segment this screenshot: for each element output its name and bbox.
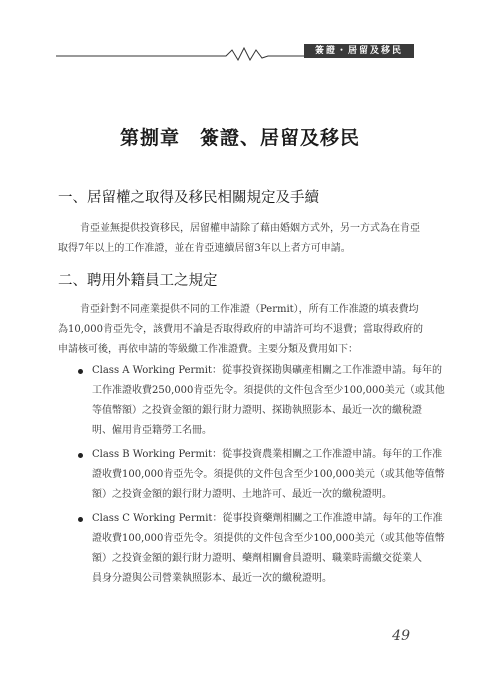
paragraph-line: 肯亞並無提供投資移民，居留權申請除了藉由婚姻方式外，另一方式為在肯亞 bbox=[80, 223, 420, 234]
bullet-line: 工作准證收費250,000肯亞先令。須提供的文件包含至少100,000美元（或其他 bbox=[92, 385, 445, 396]
bullet-class-c bbox=[78, 509, 445, 589]
bullet-line: 證收費100,000肯亞先令。須提供的文件包含至少100,000美元（或其他等值幣 bbox=[92, 533, 445, 544]
bullet-line: 證收費100,000肯亞先令。須提供的文件包含至少100,000美元（或其他等值幣 bbox=[92, 469, 445, 480]
chapter-title: 第捌章 簽證、居留及移民 bbox=[119, 127, 360, 149]
bullet-line: 明、僱用肯亞籍勞工名冊。 bbox=[92, 425, 212, 436]
bullet-class-a bbox=[78, 361, 445, 441]
bullet-dot-icon bbox=[78, 369, 83, 374]
section-heading-2: 二、聘用外籍員工之規定 bbox=[58, 273, 218, 289]
paragraph-line: 肯亞針對不同產業提供不同的工作准證（Permit），所有工作准證的填表費均 bbox=[80, 304, 419, 315]
bullet-line: Class A Working Permit：從事投資探勘與礦產相關之工作准證申請。每年的 bbox=[92, 365, 443, 376]
bullet-class-b bbox=[78, 445, 445, 505]
bullet-line: 等值幣額）之投資金額的銀行財力證明、探勘執照影本、最近一次的繳稅證 bbox=[92, 405, 422, 416]
paragraph-line: 取得7年以上的工作准證，並在肯亞連續居留3年以上者方可申請。 bbox=[58, 243, 351, 254]
bullet-line: 額）之投資金額的銀行財力證明、藥劑相關會員證明、職業時需繳交從業人 bbox=[92, 553, 422, 564]
bullet-line: Class C Working Permit：從事投資藥劑相關之工作准證申請。每年的工作准 bbox=[92, 513, 443, 524]
running-header: 簽證・居留及移民 bbox=[304, 44, 414, 58]
page-number: 49 bbox=[392, 628, 410, 644]
bullet-line: 員身分證與公司營業執照影本、最近一次的繳稅證明。 bbox=[92, 573, 332, 584]
bullet-line: Class B Working Permit：從事投資農業相關之工作准證申請。每年的工作准 bbox=[92, 449, 443, 460]
section-heading-1: 一、居留權之取得及移民相關規定及手續 bbox=[58, 190, 319, 206]
bullet-dot-icon bbox=[78, 517, 83, 522]
bullet-dot-icon bbox=[78, 453, 83, 458]
bullet-line: 額）之投資金額的銀行財力證明、土地許可、最近一次的繳稅證明。 bbox=[92, 489, 392, 500]
paragraph-line: 為10,000肯亞先令，該費用不論是否取得政府的申請許可均不退費；當取得政府的 bbox=[58, 324, 423, 335]
section-2-paragraph bbox=[58, 300, 423, 360]
paragraph-line: 申請核可後，再依申請的等級繳工作准證費。主要分類及費用如下： bbox=[58, 344, 358, 355]
section-1-paragraph bbox=[58, 219, 423, 259]
